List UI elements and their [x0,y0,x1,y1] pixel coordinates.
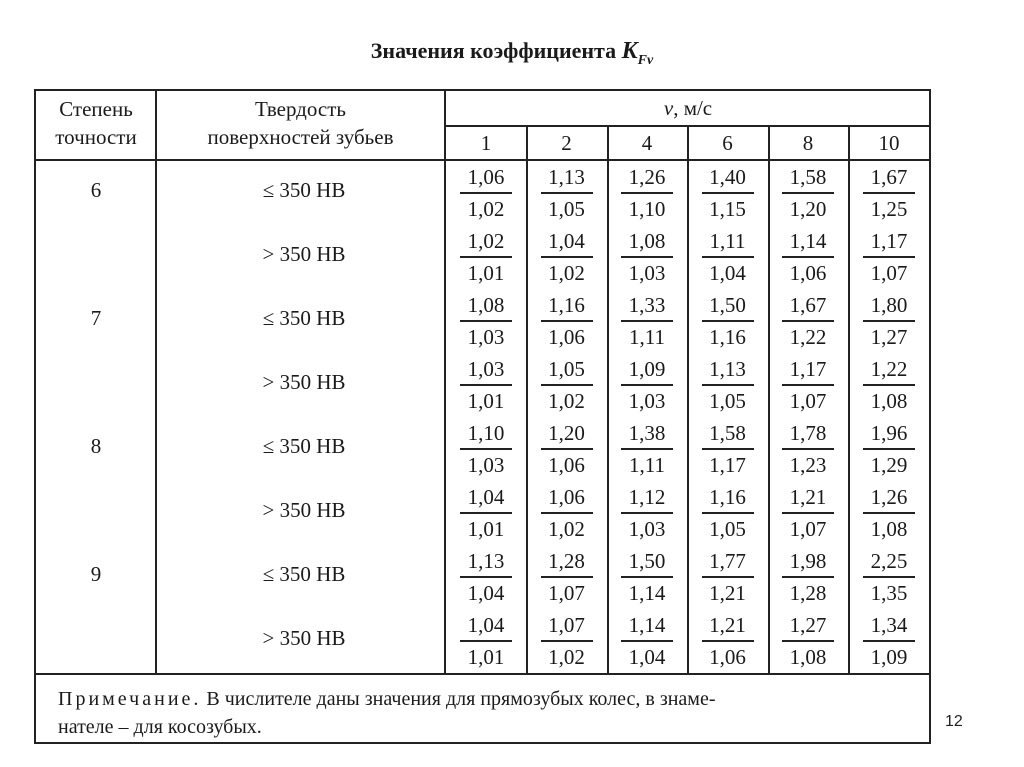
coefficient-value [456,482,516,544]
speed-column-header: 10 [878,131,900,155]
numerator-spur: 1,21 [789,485,827,509]
numerator-spur: 1,27 [789,613,827,637]
denominator-helical: 1,11 [629,325,665,349]
speed-column-divider [607,126,609,674]
numerator-spur: 1,80 [870,293,908,317]
speed-column-divider [687,126,689,674]
coefficient-value [537,546,597,608]
coefficient-symbol: $K_{Fv}$ [621,38,654,68]
denominator-helical: 1,04 [467,581,505,605]
speed-column-header: 2 [561,131,572,155]
numerator-spur: 1,09 [628,357,666,381]
col-divider-hardness [444,89,446,674]
denominator-helical: 1,04 [709,261,746,285]
denominator-helical: 1,21 [709,581,746,605]
coefficient-value [537,226,597,288]
note-top-rule [34,673,931,675]
denominator-helical: 1,29 [870,453,908,477]
denominator-helical: 1,01 [467,261,505,285]
denominator-helical: 1,08 [789,645,827,669]
denominator-helical: 1,03 [628,517,666,541]
denominator-helical: 1,27 [870,325,908,349]
numerator-spur: 1,96 [870,421,908,445]
denominator-helical: 1,03 [467,453,505,477]
numerator-spur: 1,06 [467,165,505,189]
speed-column-divider [768,126,770,674]
coefficient-value [617,162,677,224]
numerator-spur: 1,12 [628,485,666,509]
surface-hardness: > 350 HB [262,498,346,522]
surface-hardness: > 350 HB [262,370,346,394]
numerator-spur: 1,98 [789,549,827,573]
coefficient-value [859,354,919,416]
denominator-helical: 1,28 [789,581,827,605]
denominator-helical: 1,15 [709,197,746,221]
denominator-helical: 1,08 [870,517,908,541]
coefficient-value [698,226,758,288]
coefficient-value [617,610,677,672]
coefficient-value [778,162,838,224]
coefficient-value [698,354,758,416]
speed-column-header: 8 [802,131,814,155]
denominator-helical: 1,01 [467,645,505,669]
denominator-helical: 1,02 [548,645,585,669]
numerator-spur: 1,50 [628,549,666,573]
numerator-spur: 1,67 [870,165,908,189]
numerator-spur: 1,20 [548,421,585,445]
speed-column-header: 4 [641,131,653,155]
precision-degree: 6 [90,178,102,202]
coefficient-value [778,418,838,480]
surface-hardness: ≤ 350 HB [262,434,346,458]
coefficient-value [617,290,677,352]
coefficient-value [456,610,516,672]
numerator-spur: 1,26 [870,485,908,509]
numerator-spur: 1,58 [789,165,827,189]
coefficient-value [537,290,597,352]
numerator-spur: 1,05 [548,357,585,381]
numerator-spur: 1,50 [709,293,746,317]
numerator-spur: 1,06 [548,485,585,509]
denominator-helical: 1,11 [629,453,665,477]
denominator-helical: 1,07 [548,581,585,605]
velocity-header: v, м/с [663,96,713,120]
coefficient-value [778,290,838,352]
coefficient-value [778,226,838,288]
numerator-spur: 1,08 [628,229,666,253]
numerator-spur: 1,11 [709,229,746,253]
numerator-spur: 1,34 [870,613,908,637]
denominator-helical: 1,17 [709,453,746,477]
coefficient-value [537,162,597,224]
denominator-helical: 1,02 [548,261,585,285]
numerator-spur: 1,16 [548,293,585,317]
coefficient-value [537,610,597,672]
denominator-helical: 1,07 [789,389,827,413]
coefficient-value [456,546,516,608]
coefficient-value [698,482,758,544]
coefficient-value [859,162,919,224]
numerator-spur: 1,16 [709,485,746,509]
speed-column-divider [526,126,528,674]
numerator-spur: 1,38 [628,421,666,445]
denominator-helical: 1,05 [709,517,746,541]
numerator-spur: 1,13 [467,549,505,573]
denominator-helical: 1,03 [628,389,666,413]
denominator-helical: 1,06 [548,453,585,477]
degree-header: Степень точности [55,97,137,149]
denominator-helical: 1,06 [548,325,585,349]
denominator-helical: 1,16 [709,325,746,349]
coefficient-value [778,546,838,608]
coefficient-value [617,546,677,608]
denominator-helical: 1,23 [789,453,827,477]
numerator-spur: 1,13 [709,357,746,381]
denominator-helical: 1,03 [467,325,505,349]
coefficient-value [859,418,919,480]
numerator-spur: 1,14 [789,229,827,253]
coefficient-value [778,610,838,672]
coefficient-value [537,482,597,544]
surface-hardness: > 350 HB [262,626,346,650]
surface-hardness: ≤ 350 HB [262,178,346,202]
speed-column-header: 6 [722,131,733,155]
table-title: Значения коэффициента $K_{Fv}$ [370,38,654,68]
denominator-helical: 1,06 [789,261,827,285]
numerator-spur: 1,21 [709,613,746,637]
denominator-helical: 1,01 [467,389,505,413]
coefficient-value [456,226,516,288]
denominator-helical: 1,14 [628,581,666,605]
denominator-helical: 1,07 [870,261,908,285]
denominator-helical: 1,08 [870,389,908,413]
numerator-spur: 1,77 [709,549,746,573]
speed-column-header: 1 [480,131,492,155]
denominator-helical: 1,02 [548,517,585,541]
denominator-helical: 1,03 [628,261,666,285]
surface-hardness: > 350 HB [262,242,346,266]
numerator-spur: 1,40 [709,165,746,189]
hardness-header: Твердость поверхностей зубьев [207,97,394,149]
coefficient-value [778,482,838,544]
numerator-spur: 1,14 [628,613,666,637]
numerator-spur: 1,17 [870,229,908,253]
denominator-helical: 1,22 [789,325,827,349]
numerator-spur: 1,22 [870,357,908,381]
coefficient-value [698,610,758,672]
numerator-spur: 1,26 [628,165,666,189]
denominator-helical: 1,25 [870,197,908,221]
coefficient-value [456,354,516,416]
coefficient-value [859,610,919,672]
numerator-spur: 1,28 [548,549,585,573]
coefficient-value [859,226,919,288]
coefficient-value [617,482,677,544]
numerator-spur: 1,04 [548,229,585,253]
numerator-spur: 1,13 [548,165,585,189]
numerator-spur: 1,03 [467,357,505,381]
numerator-spur: 1,67 [789,293,827,317]
coefficient-value [698,418,758,480]
coefficient-value [617,418,677,480]
numerator-spur: 2,25 [870,549,908,573]
denominator-helical: 1,02 [467,197,505,221]
denominator-helical: 1,04 [628,645,666,669]
numerator-spur: 1,58 [709,421,746,445]
denominator-helical: 1,01 [467,517,505,541]
denominator-helical: 1,06 [709,645,746,669]
denominator-helical: 1,07 [789,517,827,541]
denominator-helical: 1,05 [548,197,585,221]
coefficient-value [859,290,919,352]
numerator-spur: 1,08 [467,293,505,317]
header-bottom-rule [34,159,931,161]
coefficient-value [859,546,919,608]
denominator-helical: 1,20 [789,197,827,221]
precision-degree: 8 [90,434,102,458]
coefficient-value [456,418,516,480]
denominator-helical: 1,35 [870,581,908,605]
coefficient-value [456,290,516,352]
coefficient-value [537,354,597,416]
coefficient-value [698,162,758,224]
coefficient-value [698,290,758,352]
coefficient-value [617,226,677,288]
numerator-spur: 1,02 [467,229,505,253]
numerator-spur: 1,04 [467,485,505,509]
speed-column-divider [848,126,850,674]
surface-hardness: ≤ 350 HB [262,306,346,330]
numerator-spur: 1,10 [467,421,505,445]
numerator-spur: 1,17 [789,357,827,381]
denominator-helical: 1,05 [709,389,746,413]
denominator-helical: 1,09 [870,645,908,669]
page-number: 12 [945,713,963,730]
coefficient-value [778,354,838,416]
precision-degree: 7 [90,306,102,330]
numerator-spur: 1,78 [789,421,827,445]
coefficient-value [456,162,516,224]
coefficient-value [698,546,758,608]
denominator-helical: 1,10 [628,197,666,221]
precision-degree: 9 [90,562,102,586]
coefficient-value [617,354,677,416]
numerator-spur: 1,33 [628,293,666,317]
coefficient-value [537,418,597,480]
table-note: Примечание. В числителе даны значения для прямозубых колес, в знаме- нателе – для косозубых. [58,688,716,738]
coefficient-value [859,482,919,544]
denominator-helical: 1,02 [548,389,585,413]
numerator-spur: 1,07 [548,613,585,637]
numerator-spur: 1,04 [467,613,505,637]
surface-hardness: ≤ 350 HB [262,562,346,586]
